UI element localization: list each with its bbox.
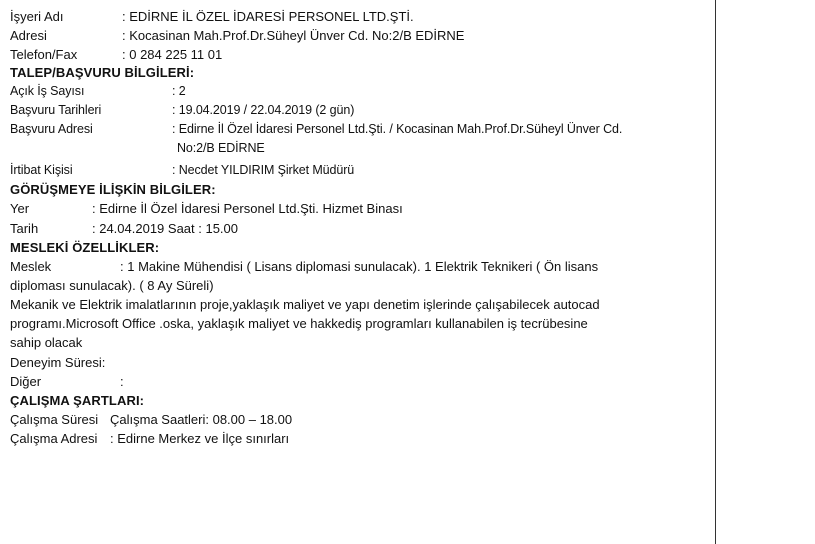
employer-phone-label: Telefon/Fax <box>10 47 78 62</box>
open-jobs-label: Açık İş Sayısı <box>10 84 85 98</box>
employer-address-label: Adresi <box>10 28 47 43</box>
conditions-heading: ÇALIŞMA ŞARTLARI: <box>10 393 145 408</box>
interview-place-value: : Edirne İl Özel İdaresi Personel Ltd.Şti. Hizmet Binası <box>92 201 403 216</box>
work-address-label: Çalışma Adresi <box>10 431 98 446</box>
qualifications-heading: MESLEKİ ÖZELLİKLER: <box>10 240 160 255</box>
profession-continuation: diploması sunulacak). ( 8 Ay Süreli) <box>10 278 214 293</box>
interview-place-label: Yer <box>10 201 30 216</box>
duration-value: Çalışma Saatleri: 08.00 – 18.00 <box>110 412 293 427</box>
application-address-value: : Edirne İl Özel İdaresi Personel Ltd.Şti. / Kocasinan Mah.Prof.Dr.Süheyl Ünver Cd. <box>172 122 623 136</box>
experience-label: Deneyim Süresi: <box>10 355 106 370</box>
profession-label: Meslek <box>10 259 52 274</box>
employer-phone-value: : 0 284 225 11 01 <box>122 47 223 62</box>
work-address-value: : Edirne Merkez ve İlçe sınırları <box>110 431 290 446</box>
application-heading: TALEP/BAŞVURU BİLGİLERİ: <box>10 65 195 80</box>
interview-heading: GÖRÜŞMEYE İLİŞKİN BİLGİLER: <box>10 182 216 197</box>
application-dates-value: : 19.04.2019 / 22.04.2019 (2 gün) <box>172 103 355 117</box>
scan-vertical-line <box>715 0 716 544</box>
other-value: : <box>120 374 124 389</box>
description-line-3: sahip olacak <box>10 335 83 350</box>
contact-value: : Necdet YILDIRIM Şirket Müdürü <box>172 163 355 177</box>
contact-label: İrtibat Kişisi <box>10 163 73 177</box>
application-address-value-cont: No:2/B EDİRNE <box>177 141 265 155</box>
other-label: Diğer <box>10 374 42 389</box>
interview-date-label: Tarih <box>10 221 39 236</box>
description-line-1: Mekanik ve Elektrik imalatlarının proje,yaklaşık maliyet ve yapı denetim işlerinde çalışabilecek autocad <box>10 297 600 312</box>
employer-name-label: İşyeri Adı <box>10 9 64 24</box>
employer-address-value: : Kocasinan Mah.Prof.Dr.Süheyl Ünver Cd. No:2/B EDİRNE <box>122 28 465 43</box>
employer-name-value: : EDİRNE İL ÖZEL İDARESİ PERSONEL LTD.ŞTİ. <box>122 9 414 24</box>
open-jobs-value: : 2 <box>172 84 186 98</box>
application-dates-label: Başvuru Tarihleri <box>10 103 102 117</box>
interview-date-value: : 24.04.2019 Saat : 15.00 <box>92 221 239 236</box>
description-line-2: programı.Microsoft Office .oska, yaklaşık maliyet ve hakkediş programları kullanabilen iş tecrübesine <box>10 316 588 331</box>
application-address-label: Başvuru Adresi <box>10 122 93 136</box>
profession-value: : 1 Makine Mühendisi ( Lisans diplomasi sunulacak). 1 Elektrik Teknikeri ( Ön lisans <box>120 259 599 274</box>
duration-label: Çalışma Süresi <box>10 412 99 427</box>
